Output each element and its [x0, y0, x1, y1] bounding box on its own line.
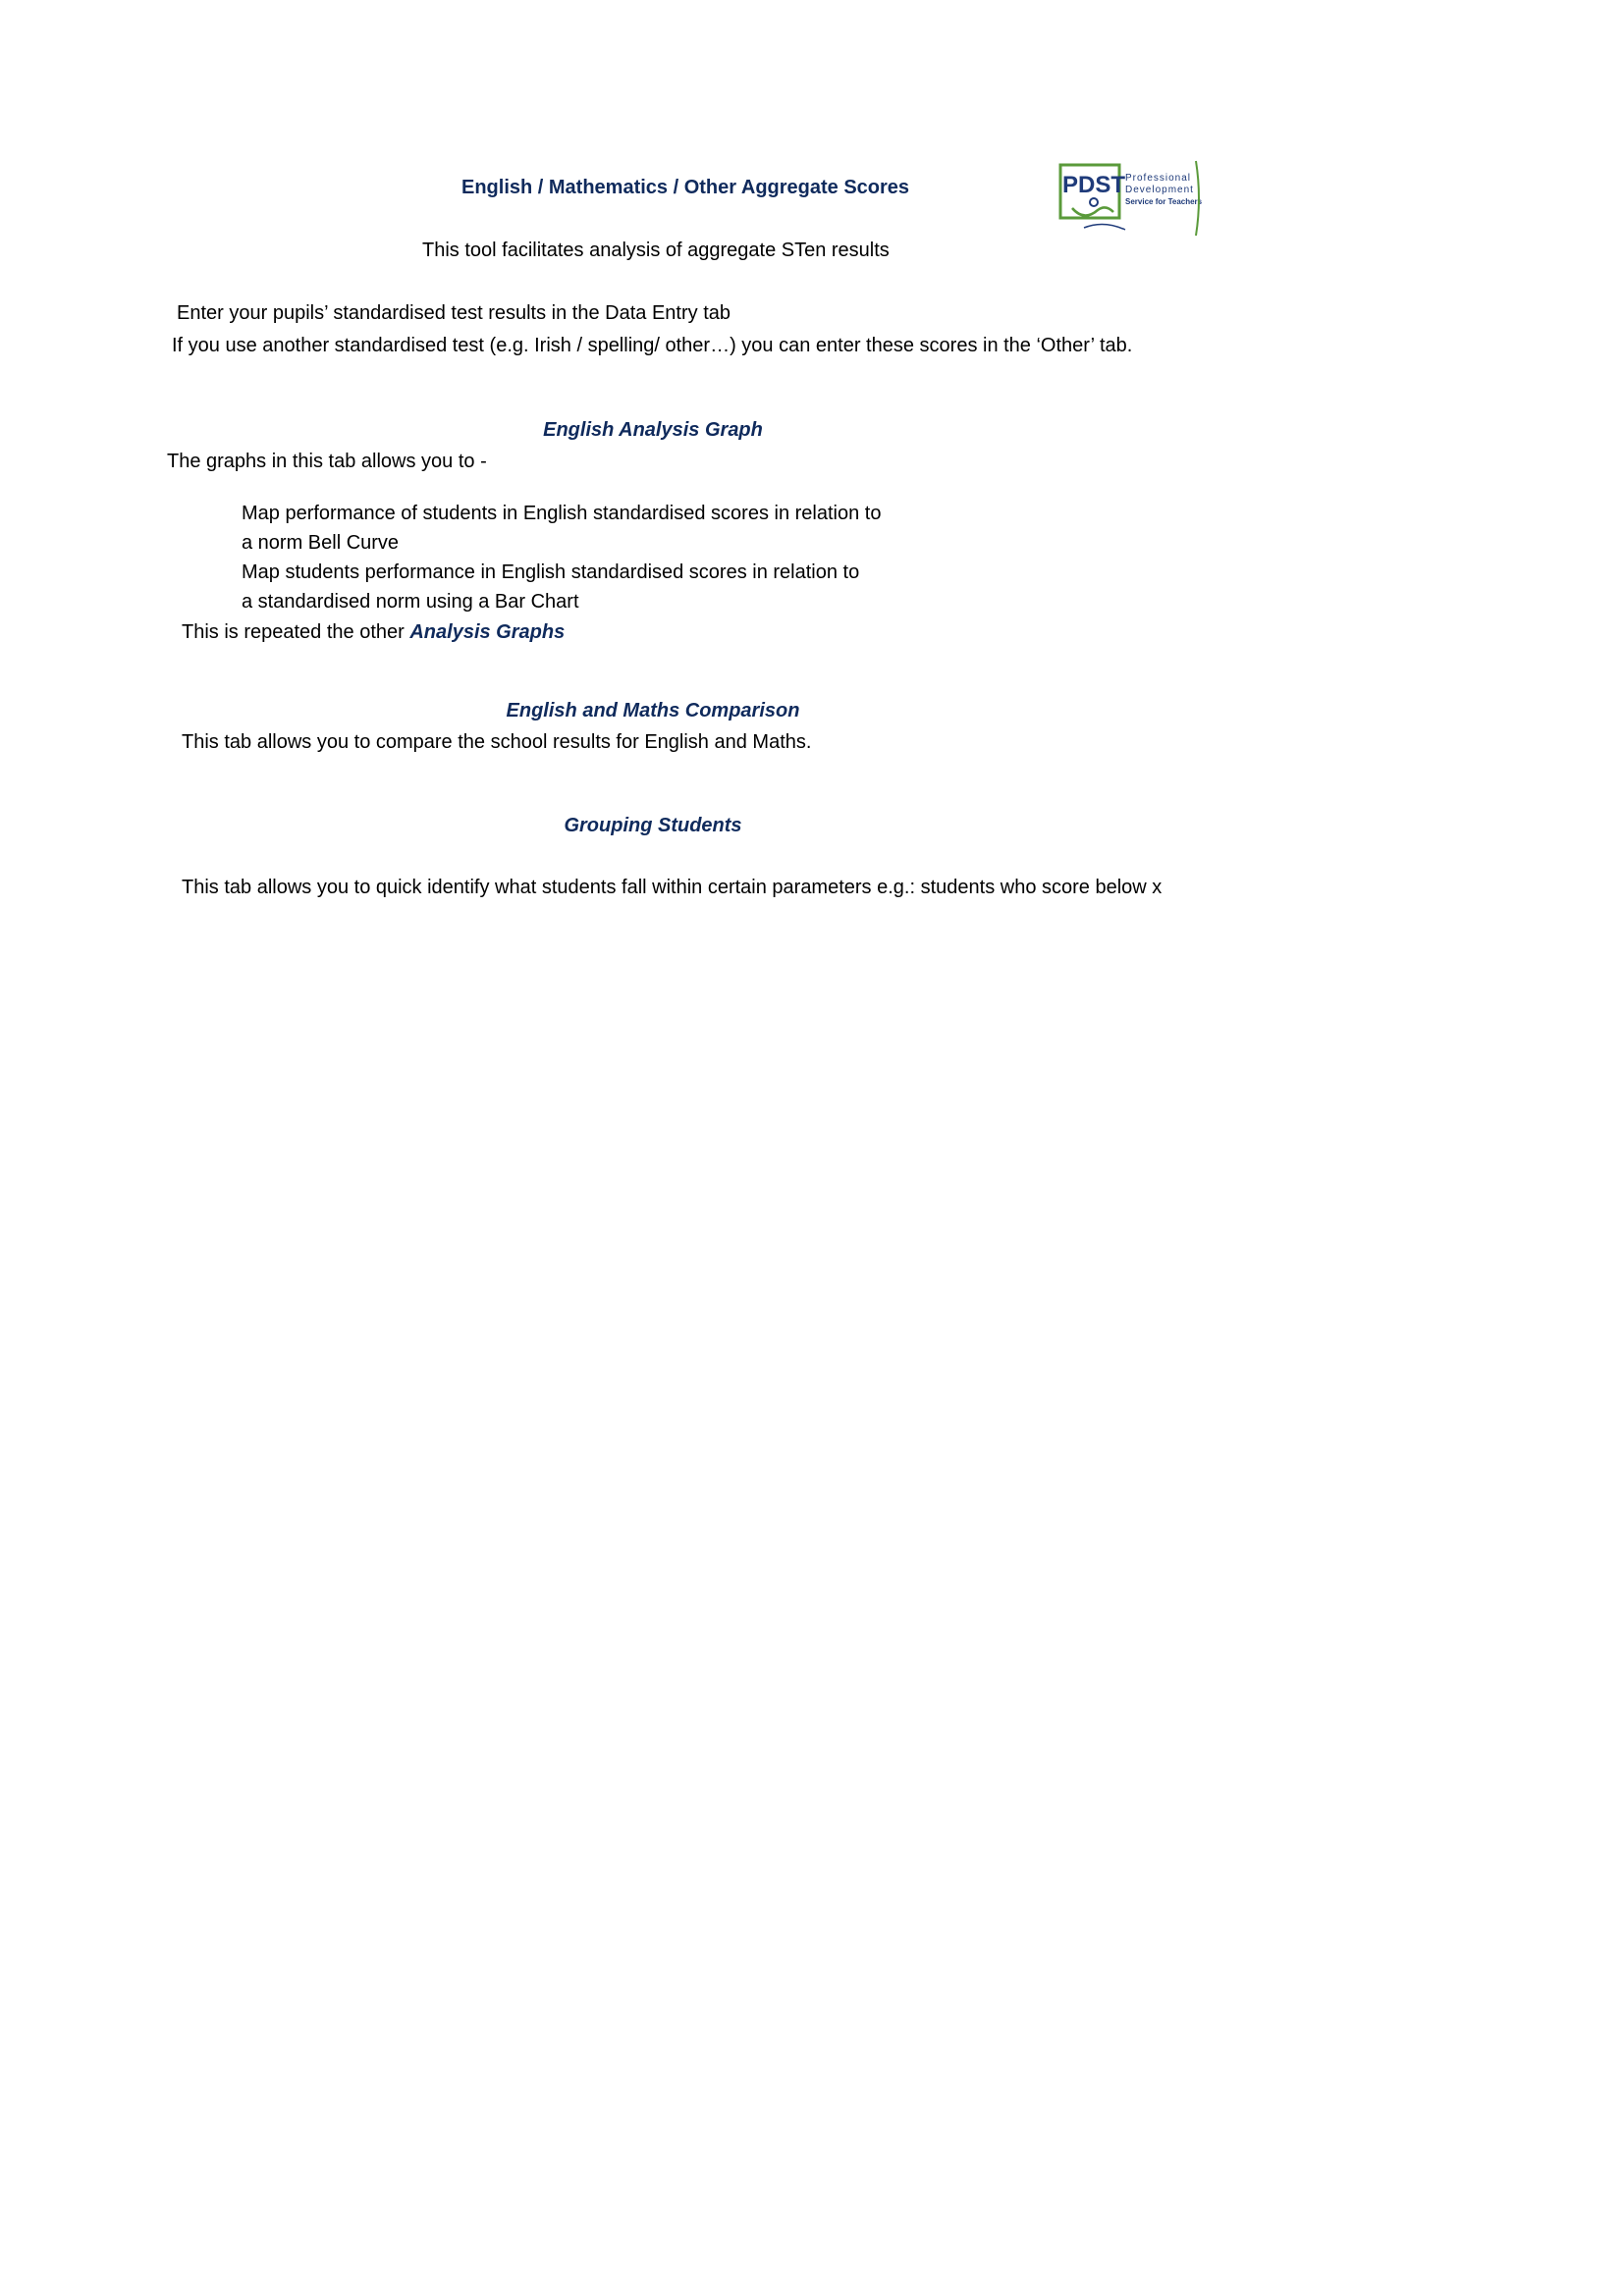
intro-data-entry: Enter your pupils’ standardised test results in the Data Entry tab [177, 302, 731, 324]
svg-text:Professional: Professional [1125, 173, 1192, 184]
english-analysis-repeat-prefix: This is repeated the other [182, 621, 410, 643]
svg-text:Development: Development [1125, 185, 1194, 195]
english-analysis-repeat-emph: Analysis Graphs [409, 621, 566, 643]
grouping-heading: Grouping Students [564, 815, 742, 836]
english-analysis-item2-line2: a standardised norm using a Bar Chart [242, 591, 579, 613]
english-analysis-item2-line1: Map students performance in English standardised scores in relation to [242, 561, 860, 583]
pdst-logo-icon [1055, 159, 1204, 238]
svg-text:PDST: PDST [1062, 172, 1126, 198]
page-title: English / Mathematics / Other Aggregate Scores [461, 177, 910, 198]
intro-other-tab: If you use another standardised test (e.g. Irish / spelling/ other…) you can enter these scores in the ‘Other’ tab. [172, 335, 1133, 356]
english-analysis-item1-line1: Map performance of students in English standardised scores in relation to [242, 503, 882, 524]
grouping-text: This tab allows you to quick identify what students fall within certain parameters e.g.: students who score below x [182, 877, 1163, 898]
pdst-logo [1055, 159, 1204, 238]
english-analysis-heading: English Analysis Graph [543, 419, 763, 441]
english-analysis-repeat [182, 619, 565, 645]
page-subtitle: This tool facilitates analysis of aggregate STen results [422, 240, 890, 261]
english-analysis-item1-line2: a norm Bell Curve [242, 532, 400, 554]
comparison-text: This tab allows you to compare the school results for English and Maths. [182, 731, 812, 753]
svg-text:Service for Teachers: Service for Teachers [1125, 197, 1203, 206]
english-analysis-lead: The graphs in this tab allows you to - [167, 451, 487, 472]
comparison-heading: English and Maths Comparison [506, 700, 800, 721]
